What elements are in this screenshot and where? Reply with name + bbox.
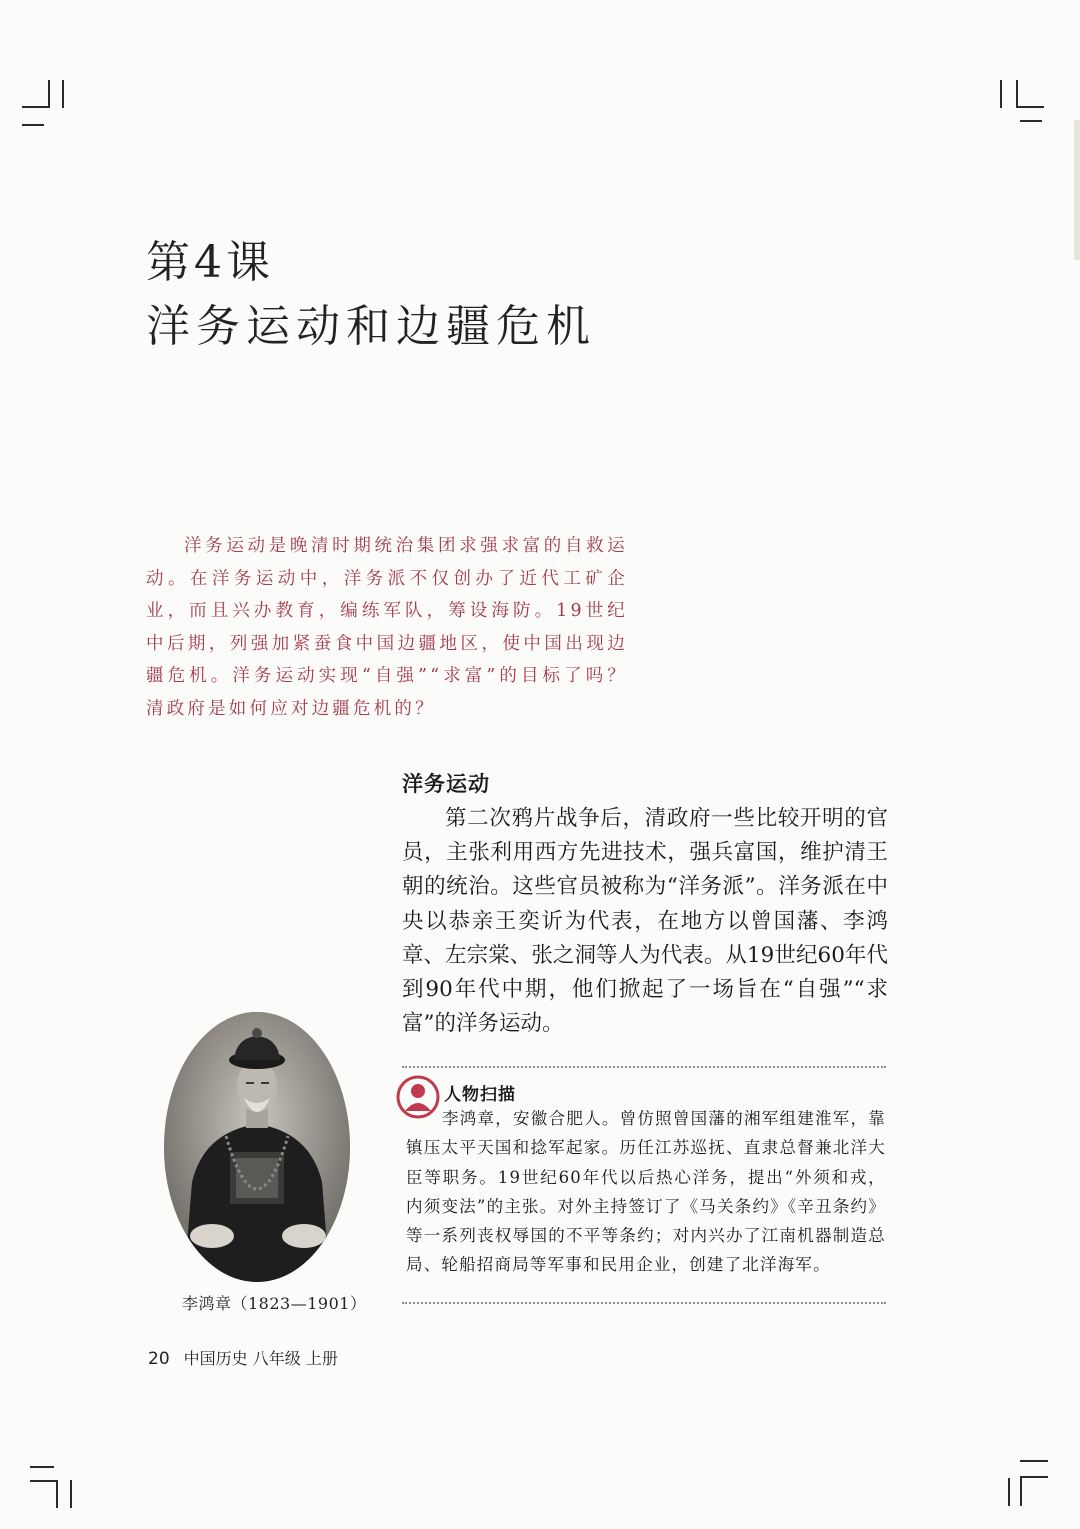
crop-mark xyxy=(48,80,50,108)
lesson-title: 洋务运动和边疆危机 xyxy=(146,301,596,352)
section-paragraph: 第二次鸦片战争后，清政府一些比较开明的官员，主张利用西方先进技术，强兵富国，维护清王朝的统治。这些官员被称为“洋务派”。洋务派在中央以恭亲王奕䜣为代表，在地方以曾国藩、李鸿章、左宗棠、张之洞等人为代表。从19世纪60年代到90年代中期，他们掀起了一场旨在“自强”“求富”的洋务运动。 xyxy=(402,806,888,1037)
page-number: 20 xyxy=(148,1349,170,1369)
crop-mark xyxy=(62,80,64,108)
book-title: 中国历史 八年级 上册 xyxy=(183,1349,338,1368)
crop-mark xyxy=(30,1466,54,1468)
crop-mark xyxy=(56,1480,58,1508)
intro-paragraph: 洋务运动是晚清时期统治集团求强求富的自救运动。在洋务运动中，洋务派不仅创办了近代工矿企业，而且兴办教育，编练军队，筹设海防。19世纪中后期，列强加紧蚕食中国边疆地区，使中国出现边疆危机。洋务运动实现“自强”“求富”的目标了吗？清政府是如何应对边疆危机的？ xyxy=(146,536,628,719)
crop-mark xyxy=(1000,80,1002,108)
page-edge xyxy=(1074,120,1080,260)
crop-mark xyxy=(1020,1460,1048,1462)
portrait-caption: 李鸿章（1823—1901） xyxy=(182,1294,367,1313)
page-footer xyxy=(148,1346,338,1369)
lesson-number: 第4课 xyxy=(146,237,274,288)
crop-mark xyxy=(1016,106,1044,108)
crop-mark xyxy=(22,106,50,108)
crop-mark xyxy=(30,1480,58,1482)
crop-mark xyxy=(1020,1476,1048,1478)
portrait-illustration xyxy=(164,1012,350,1282)
profile-label: 人物扫描 xyxy=(444,1085,516,1105)
crop-mark xyxy=(70,1480,72,1508)
crop-mark xyxy=(1008,1478,1010,1506)
divider-bottom xyxy=(402,1302,886,1304)
crop-mark xyxy=(1016,80,1018,108)
divider-top xyxy=(402,1066,886,1068)
crop-mark xyxy=(1020,1476,1022,1506)
crop-mark xyxy=(22,124,44,126)
portrait-photo xyxy=(164,1012,350,1282)
section-heading: 洋务运动 xyxy=(402,772,490,796)
crop-mark xyxy=(1020,120,1042,122)
profile-text: 李鸿章，安徽合肥人。曾仿照曾国藩的湘军组建淮军，靠镇压太平天国和捻军起家。历任江苏巡抚、直隶总督兼北洋大臣等职务。19世纪60年代以后热心洋务，提出“外须和戎，内须变法”的主张。对外主持签订了《马关条约》《辛丑条约》等一系列丧权辱国的不平等条约；对内兴办了江南机器制造总局、轮船招商局等军事和民用企业，创建了北洋海军。 xyxy=(406,1109,886,1275)
